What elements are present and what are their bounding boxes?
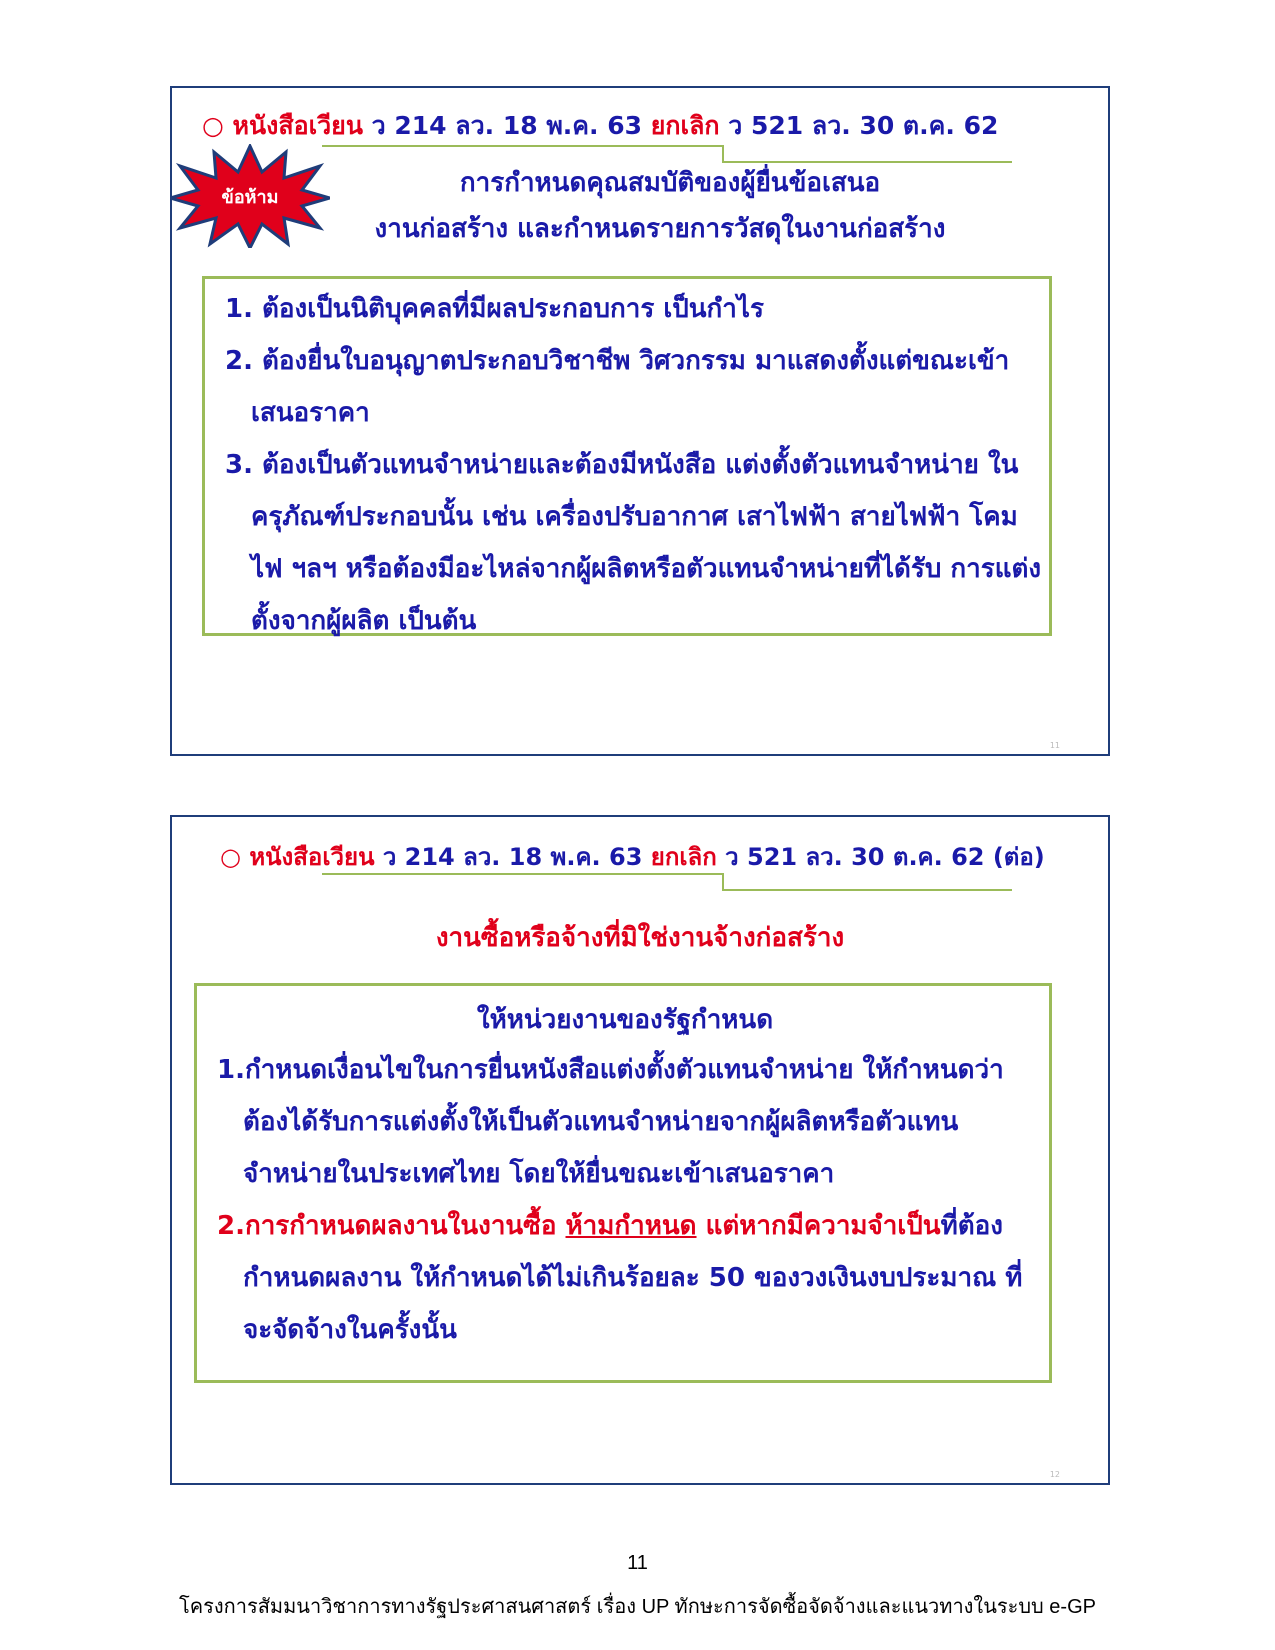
slide-1-content-box [202, 276, 1052, 636]
slide-1-heading-line2: งานก่อสร้าง และกำหนดรายการวัสดุในงานก่อสร้าง [374, 214, 946, 244]
bullet-circle-icon: ○ [220, 843, 241, 871]
slide-2-heading: งานซื้อหรือจ้างที่มิใช่งานจ้างก่อสร้าง [435, 923, 845, 953]
slide-2-content-box [194, 983, 1052, 1383]
list-item: 3. ต้องเป็นตัวแทนจำหน่ายและต้องมีหนังสือ แต่งตั้งตัวแทนจำหน่าย ในครุภัณฑ์ประกอบนั้น เช่น เครื่องปรับอากาศ เสาไฟฟ้า สายไฟฟ้า โคมไฟ ฯลฯ หรือต้องมีอะไหล่จากผู้ผลิตหรือตัวแทนจำหน่ายที่ได้รับ การแต่งตั้งจากผู้ผลิต เป็นต้น [225, 450, 1042, 636]
page-number: 11 [627, 1552, 648, 1574]
list-item: 2. ต้องยื่นใบอนุญาตประกอบวิชาชีพ วิศวกรรม มาแสดงตั้งแต่ขณะเข้า เสนอราคา [225, 346, 1010, 428]
list-item: 2.การกำหนดผลงานในงานซื้อ ห้ามกำหนด แต่หากมีความจำเป็นที่ต้อง กำหนดผลงาน ให้กำหนดได้ไม่เกินร้อยละ 50 ของวงเงินงบประมาณ ที่จะจัดจ้างในครั้งนั้น [217, 1211, 1023, 1345]
prohibition-badge: ข้อห้าม [221, 187, 279, 208]
footer-text: โครงการสัมมนาวิชาการทางรัฐประศาสนศาสตร์ เรื่อง UP ทักษะการจัดซื้อจัดจ้างและแนวทางในระบบ e-GP [179, 1596, 1096, 1618]
title-underline-step [722, 873, 724, 889]
slide-number: 11 [1049, 741, 1060, 750]
slide-2-title: ○ หนังสือเวียน ว 214 ลว. 18 พ.ค. 63 ยกเลิก ว 521 ลว. 30 ต.ค. 62 (ต่อ) [220, 843, 1045, 871]
list-item: 1.กำหนดเงื่อนไขในการยื่นหนังสือแต่งตั้งตัวแทนจำหน่าย ให้กำหนดว่า ต้องได้รับการแต่งตั้งให้เป็นตัวแทนจำหน่ายจากผู้ผลิตหรือตัวแทน จำหน่ายในประเทศไทย โดยให้ยื่นขณะเข้าเสนอราคา [217, 1055, 1004, 1189]
slide-1 [170, 86, 1110, 756]
title-underline [322, 873, 722, 875]
slide-number: 12 [1049, 1470, 1060, 1479]
slide-1-heading-line1: การกำหนดคุณสมบัติของผู้ยื่นข้อเสนอ [459, 168, 881, 198]
box-heading: ให้หน่วยงานของรัฐกำหนด [476, 1005, 774, 1035]
title-underline [322, 145, 722, 147]
slide-1-title: ○ หนังสือเวียน ว 214 ลว. 18 พ.ค. 63 ยกเลิก ว 521 ลว. 30 ต.ค. 62 [202, 111, 999, 140]
title-underline-step [722, 145, 724, 161]
list-item: 1. ต้องเป็นนิติบุคคลที่มีผลประกอบการ เป็นกำไร [225, 294, 764, 324]
bullet-circle-icon: ○ [202, 111, 224, 140]
slide-2 [170, 815, 1110, 1485]
title-underline-right [722, 889, 1012, 891]
